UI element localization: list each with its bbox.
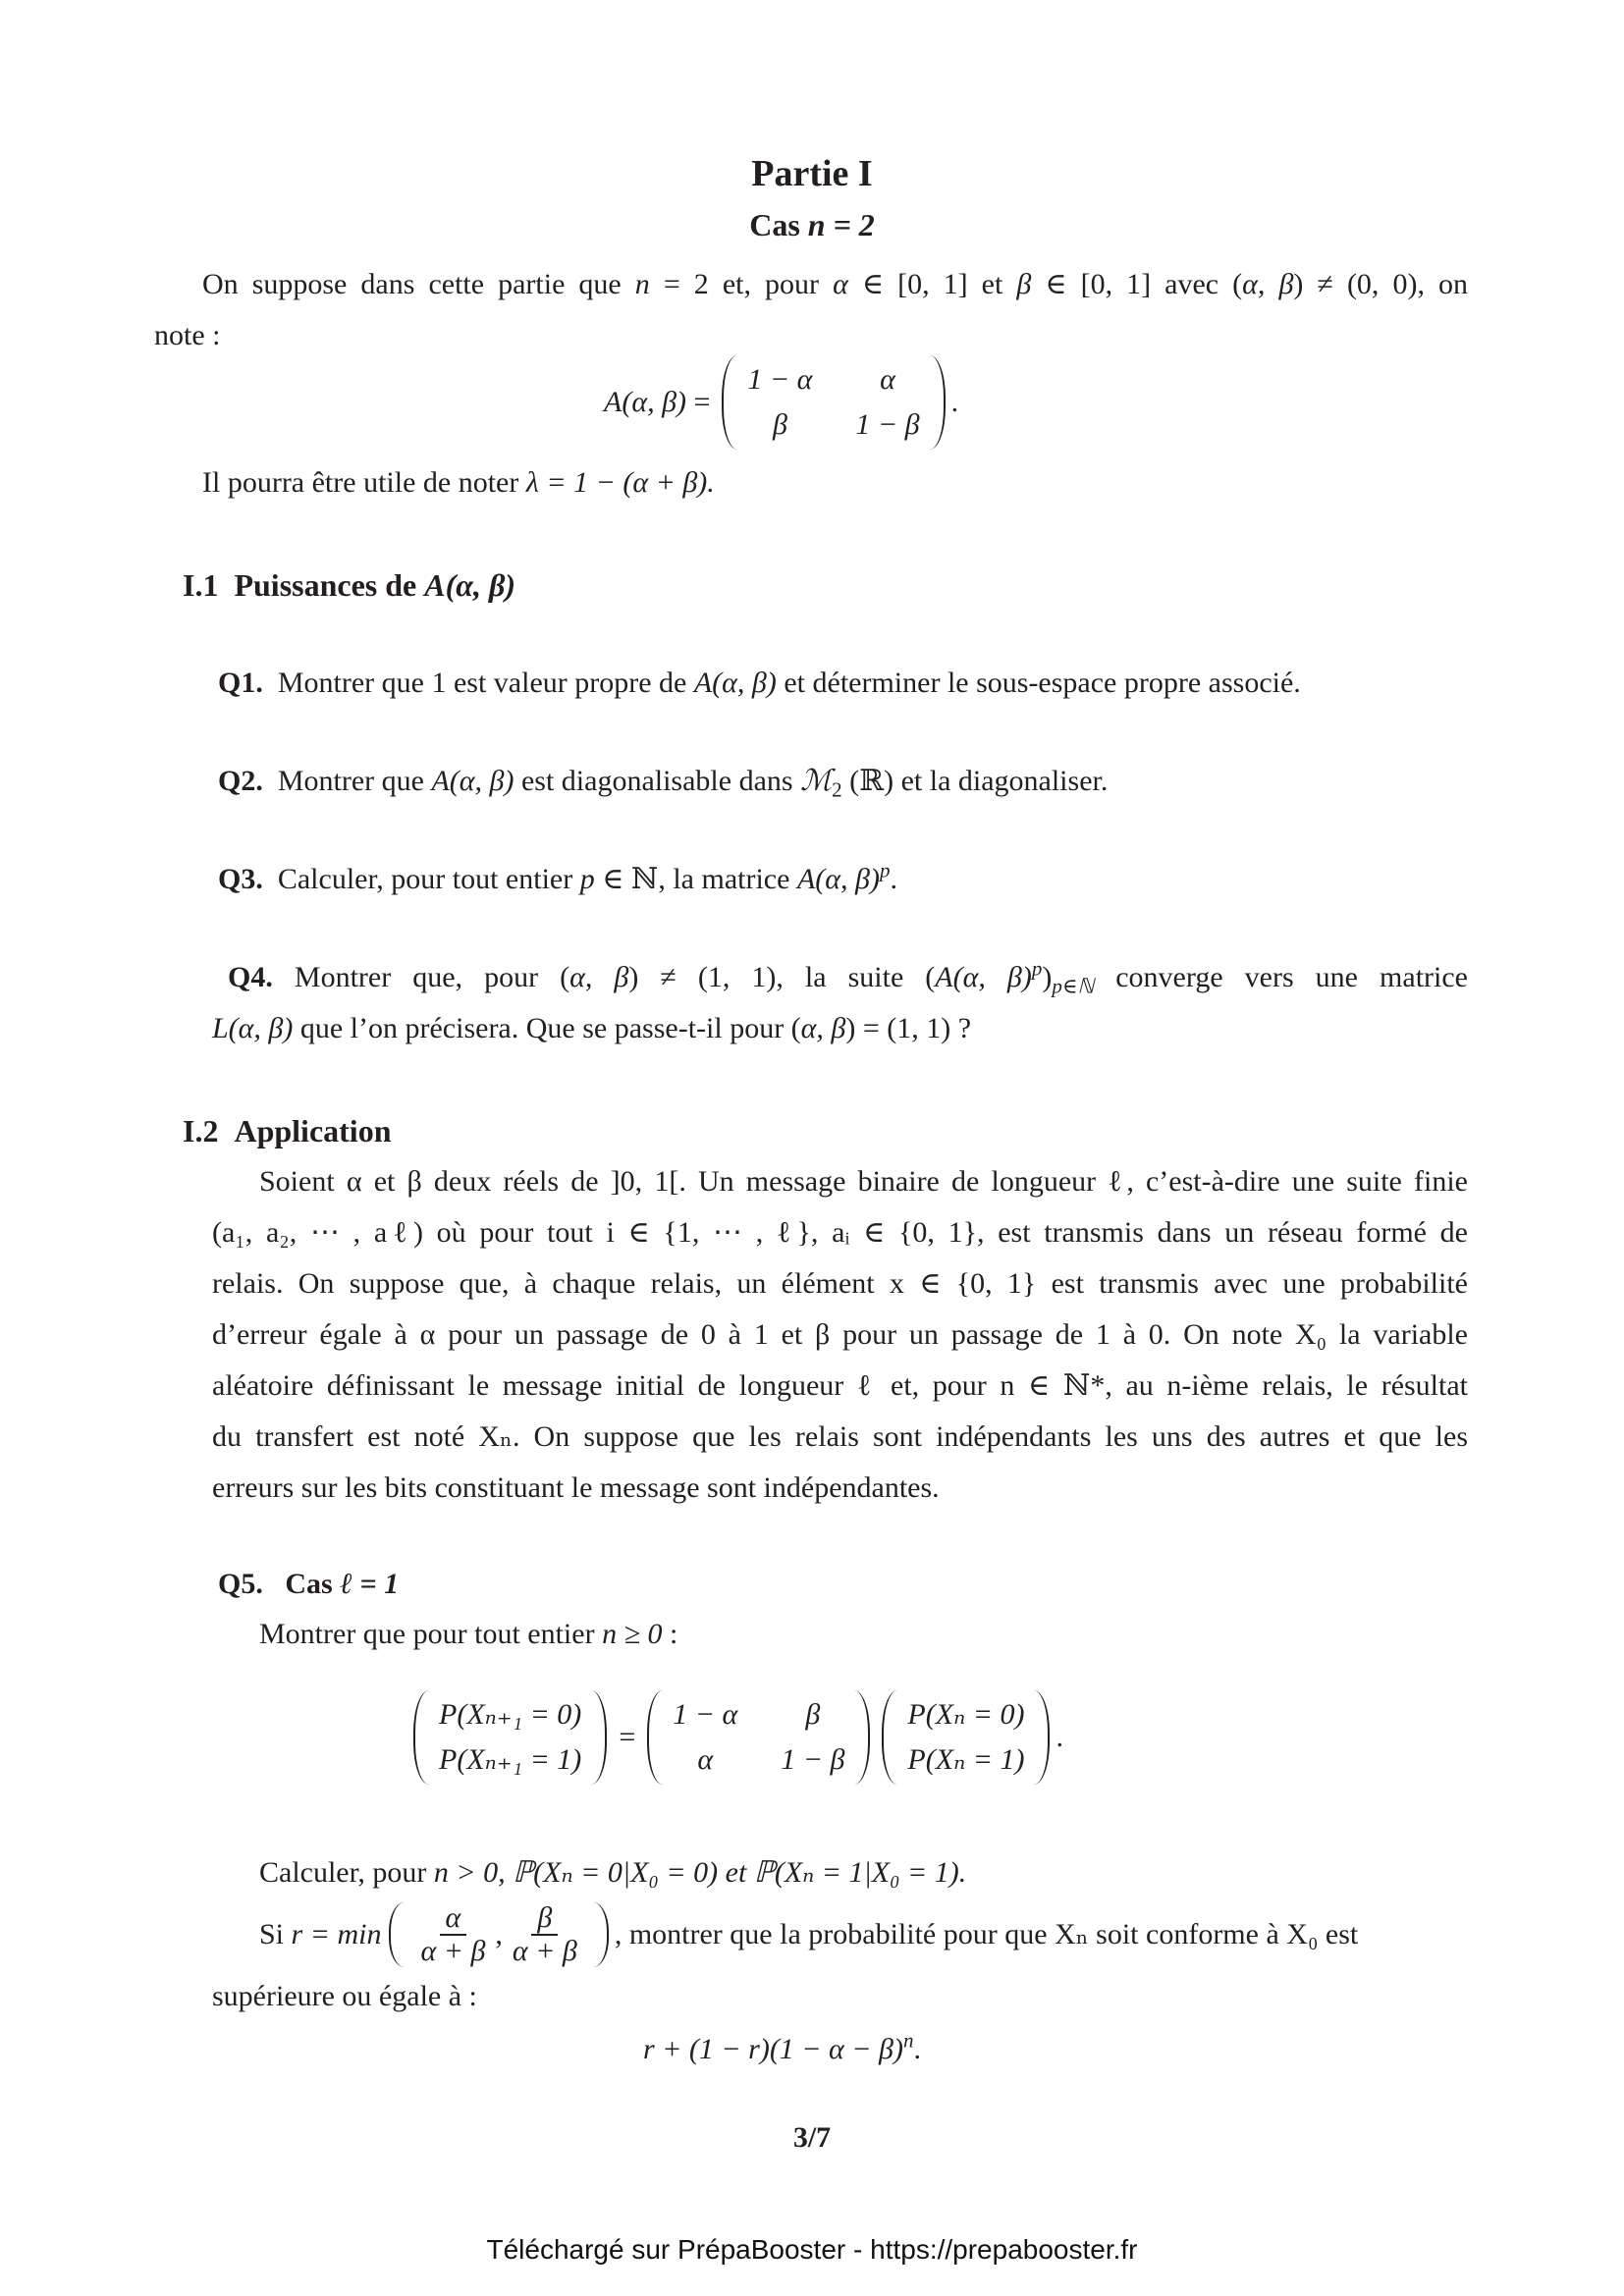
part-subtitle bbox=[0, 206, 1624, 243]
part-subtitle-prefix: Cas bbox=[749, 207, 808, 242]
matrix-definition bbox=[604, 355, 958, 450]
application-para-line: relais. On suppose que, à chaque relais, un élément x ∈ {0, 1} est transmis avec une probabilité bbox=[212, 1267, 1468, 1300]
vector-cell: P(Xₙ₊₁ = 1) bbox=[439, 1743, 582, 1776]
intro-line-1 bbox=[154, 267, 1468, 302]
left-paren-icon bbox=[882, 1690, 897, 1785]
section-number: I.2 bbox=[183, 1113, 219, 1148]
fraction-denominator: α + β bbox=[420, 1935, 486, 1967]
download-footer: Téléchargé sur PrépaBooster - https://prepabooster.fr bbox=[486, 2234, 1138, 2265]
math: n > 0, ℙ(Xₙ = 0|X₀ = 0) et ℙ(Xₙ = 1|X₀ = 1). bbox=[433, 1856, 967, 1889]
matrix-cell: 1 − α bbox=[673, 1698, 738, 1731]
matrix-cell: β bbox=[805, 1698, 821, 1731]
question-label: Q5. bbox=[218, 1568, 263, 1600]
math: L(α, β) bbox=[212, 1012, 294, 1044]
math: A(α, β) bbox=[935, 961, 1032, 993]
vector-cell: P(Xₙ₊₁ = 0) bbox=[439, 1698, 582, 1731]
recurrence-equation bbox=[407, 1690, 1063, 1785]
fraction bbox=[414, 1903, 491, 1966]
part-title: Partie I bbox=[751, 153, 873, 194]
text: Montrer que bbox=[277, 765, 432, 797]
text: ∈ ℕ, la matrice bbox=[594, 863, 797, 895]
application-para-line: aléatoire définissant le message initial de longueur ℓ et, pour n ∈ ℕ*, au n-ième relais, le résultat bbox=[212, 1369, 1468, 1402]
text: . bbox=[890, 863, 897, 895]
math: α, β bbox=[569, 961, 629, 993]
intro-line-2: note : bbox=[154, 319, 221, 351]
question-q4-line-1 bbox=[228, 956, 1468, 998]
rhs-vector bbox=[903, 1690, 1028, 1785]
text: ) bbox=[1042, 961, 1053, 993]
right-paren-icon bbox=[593, 1902, 609, 1967]
left-paren-icon bbox=[647, 1690, 663, 1785]
application-para-line: Soient α et β deux réels de ]0, 1[. Un message binaire de longueur ℓ, c’est-à-dire une suite finie bbox=[259, 1165, 1468, 1198]
text: et déterminer le sous-espace propre associé. bbox=[776, 667, 1301, 699]
matrix-cell: α bbox=[880, 363, 895, 396]
math-subscript: p∈ℕ bbox=[1052, 974, 1095, 998]
final-formula bbox=[643, 2028, 921, 2067]
fraction-numerator: β bbox=[531, 1903, 558, 1936]
matrix-cell: 1 − β bbox=[855, 408, 920, 441]
section-title-math: A(α, β) bbox=[424, 567, 515, 603]
section-number: I.1 bbox=[183, 567, 219, 603]
text: Si bbox=[259, 1918, 285, 1950]
fraction-denominator: α + β bbox=[512, 1935, 577, 1967]
application-para-line: d’erreur égale à α pour un passage de 0 à 1 et β pour un passage de 1 à 0. On note X₀ la variable bbox=[212, 1318, 1468, 1351]
lhs-vector bbox=[435, 1690, 585, 1785]
question-title-math: ℓ = 1 bbox=[340, 1568, 400, 1600]
page-number: 3/7 bbox=[792, 2121, 832, 2154]
math-superscript: p bbox=[879, 858, 891, 882]
question-title: Cas bbox=[285, 1568, 341, 1600]
text: Calculer, pour bbox=[259, 1856, 434, 1889]
text: ) ≠ (1, 1), la suite ( bbox=[628, 961, 936, 993]
application-para-line: erreurs sur les bits constituant le message sont indépendantes. bbox=[212, 1471, 940, 1504]
math: n bbox=[634, 268, 650, 300]
math: β bbox=[1016, 268, 1032, 300]
text: ) = (1, 1) ? bbox=[845, 1012, 972, 1044]
text: . bbox=[913, 2033, 921, 2065]
question-label: Q2. bbox=[218, 765, 263, 797]
math: α bbox=[833, 268, 848, 300]
matrix-cell: 1 − β bbox=[781, 1743, 845, 1776]
math-superscript: p bbox=[1031, 956, 1043, 981]
matrix-cell: α bbox=[697, 1743, 714, 1776]
section-title: Application bbox=[234, 1113, 392, 1148]
math: A(α, β) bbox=[431, 765, 514, 797]
math: n ≥ 0 bbox=[602, 1618, 663, 1650]
text: Calculer, pour tout entier bbox=[277, 863, 580, 895]
math-subscript: 2 bbox=[832, 777, 842, 802]
matrix-cell: β bbox=[772, 408, 787, 441]
fraction-separator: , bbox=[495, 1918, 503, 1950]
matrix-cells bbox=[743, 355, 923, 450]
left-paren-icon bbox=[722, 355, 737, 450]
fraction-numerator: α bbox=[440, 1903, 467, 1936]
right-paren-icon bbox=[854, 1690, 870, 1785]
application-para-line: du transfert est noté Xₙ. On suppose que les relais sont indépendants les uns des autres et que les bbox=[212, 1420, 1468, 1453]
left-paren-icon bbox=[389, 1902, 405, 1967]
equation-period: . bbox=[1056, 1721, 1063, 1753]
application-para-line: (a₁, a₂, ⋯ , aℓ) où pour tout i ∈ {1, ⋯ , ℓ}, aᵢ ∈ {0, 1}, est transmis dans un réseau formé de bbox=[212, 1216, 1468, 1249]
text: est diagonalisable dans bbox=[514, 765, 801, 797]
math: r = min bbox=[291, 1918, 382, 1950]
equals: = bbox=[619, 1721, 636, 1753]
text: que l’on précisera. Que se passe-t-il pour ( bbox=[293, 1012, 801, 1044]
fraction bbox=[507, 1903, 583, 1966]
question-label: Q1. bbox=[218, 667, 263, 699]
matrix-name: A bbox=[604, 386, 623, 418]
question-label: Q4. bbox=[228, 961, 273, 993]
section-heading-1 bbox=[183, 567, 515, 603]
math-superscript: n bbox=[902, 2028, 914, 2053]
question-q1 bbox=[218, 666, 1301, 701]
text: et la diagonaliser. bbox=[893, 765, 1109, 797]
text: Montrer que pour tout entier bbox=[259, 1618, 603, 1650]
vector-cell: P(Xₙ = 1) bbox=[907, 1743, 1025, 1776]
text: converge vers une matrice bbox=[1094, 961, 1468, 993]
right-paren-icon bbox=[591, 1690, 607, 1785]
section-heading-2 bbox=[183, 1113, 391, 1148]
right-paren-icon bbox=[930, 355, 946, 450]
matrix-cell: 1 − α bbox=[747, 363, 813, 396]
question-q3 bbox=[218, 858, 897, 897]
math: p bbox=[579, 863, 595, 895]
text: , montrer que la probabilité pour que Xₙ soit conforme à X₀ est bbox=[614, 1918, 1359, 1950]
math: A(α, β) bbox=[796, 863, 880, 895]
part-subtitle-math: n = 2 bbox=[807, 207, 875, 242]
lambda-note bbox=[202, 465, 715, 501]
math: α, β bbox=[800, 1012, 846, 1044]
section-title: Puissances de bbox=[234, 567, 425, 603]
q5-calculer bbox=[259, 1855, 966, 1891]
math: ℳ bbox=[800, 765, 833, 797]
math: α, β bbox=[1242, 268, 1294, 300]
math: r + (1 − r)(1 − α − β) bbox=[643, 2033, 903, 2065]
question-q5-heading bbox=[218, 1567, 399, 1602]
right-paren-icon bbox=[1034, 1690, 1050, 1785]
q5-superieure: supérieure ou égale à : bbox=[212, 1980, 477, 2012]
text: ∈ [0, 1] avec ( bbox=[1031, 268, 1243, 300]
vector-cell: P(Xₙ = 0) bbox=[907, 1698, 1025, 1731]
text: ) ≠ (0, 0), on bbox=[1293, 268, 1469, 300]
question-q2 bbox=[218, 764, 1109, 802]
text: On suppose dans cette partie que bbox=[202, 268, 635, 300]
transition-matrix bbox=[669, 1690, 848, 1785]
q5-si-line bbox=[259, 1902, 1358, 1967]
equals: = bbox=[686, 386, 711, 418]
math: (ℝ) bbox=[841, 765, 894, 797]
question-q4-line-2 bbox=[212, 1011, 971, 1046]
math: λ = 1 − (α + β). bbox=[525, 466, 715, 499]
matrix-period: . bbox=[950, 386, 959, 418]
math: A(α, β) bbox=[693, 667, 777, 699]
text: ∈ [0, 1] et bbox=[847, 268, 1017, 300]
matrix-args: (α, β) bbox=[622, 386, 686, 418]
text: Montrer que, pour ( bbox=[294, 961, 570, 993]
text: : bbox=[662, 1618, 678, 1650]
text: Montrer que 1 est valeur propre de bbox=[277, 667, 694, 699]
q5-intro bbox=[259, 1617, 677, 1652]
question-label: Q3. bbox=[218, 863, 263, 895]
left-paren-icon bbox=[413, 1690, 429, 1785]
text: = 2 et, pour bbox=[649, 268, 834, 300]
text: Il pourra être utile de noter bbox=[202, 466, 526, 499]
